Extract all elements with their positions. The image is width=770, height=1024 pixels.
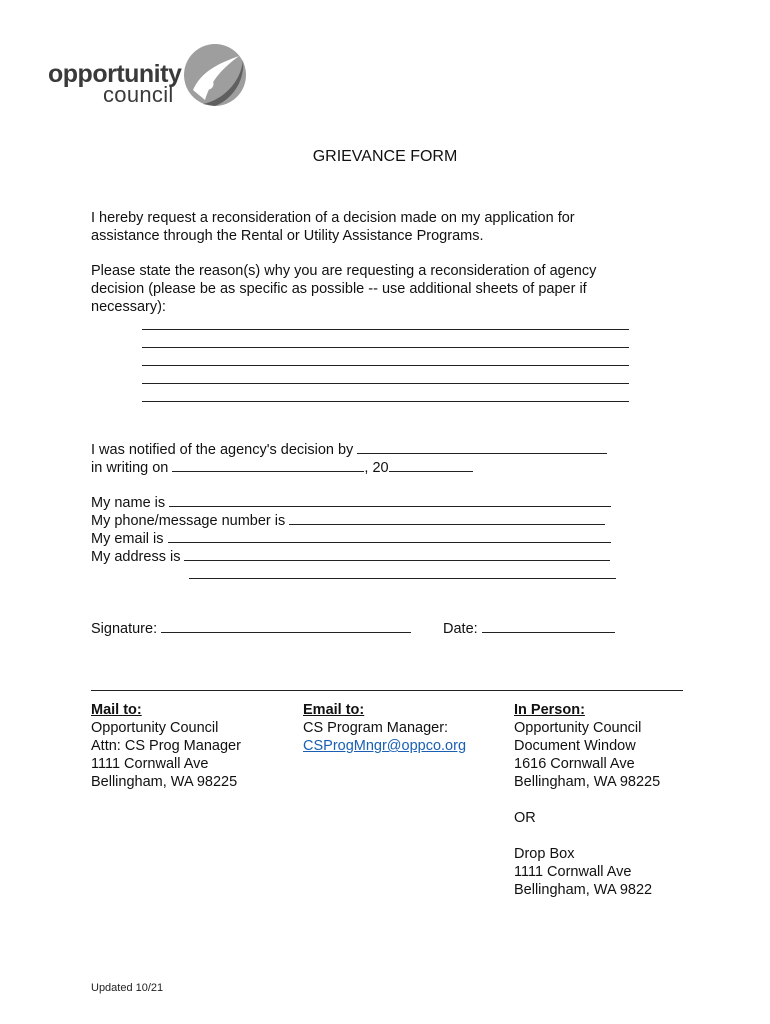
reason-line-1: Please state the reason(s) why you are requesting a reconsideration of agency [91,263,597,279]
address-label: My address is [91,549,181,565]
date-row [443,619,615,638]
year-prefix: , 20 [364,460,389,476]
reason-line-2: decision (please be as specific as possible -- use additional sheets of paper if [91,281,587,297]
writing-label: in writing on [91,460,169,476]
logo-mark-icon [183,42,247,108]
logo-text-line1: opportunity [48,60,182,88]
date-field[interactable] [482,619,615,633]
reason-blank-line-3[interactable] [142,365,629,366]
reason-blank-line-2[interactable] [142,347,629,348]
in-person-heading: In Person: [514,702,585,718]
intro-line-2: assistance through the Rental or Utility Assistance Programs. [91,228,484,244]
footer-updated-date: Updated 10/21 [91,982,164,994]
signature-row [91,619,411,638]
name-field[interactable] [169,493,611,507]
intro-paragraph [91,209,575,245]
mail-line-2: Attn: CS Prog Manager [91,738,241,754]
notified-row [91,440,607,459]
in-person-or: OR [514,810,536,826]
dropbox-line-1: Drop Box [514,846,575,862]
in-person-line-3: 1616 Cornwall Ave [514,756,635,772]
mail-line-4: Bellingham, WA 98225 [91,774,238,790]
mail-column [91,701,241,791]
phone-field[interactable] [289,511,605,525]
writing-row [91,458,473,477]
in-person-line-4: Bellingham, WA 98225 [514,774,661,790]
dropbox-line-2: 1111 Cornwall Ave [514,864,632,880]
email-heading: Email to: [303,702,365,718]
notified-by-field[interactable] [357,440,607,454]
signature-label: Signature: [91,621,158,637]
email-label: My email is [91,531,164,547]
address-row [91,547,610,566]
reason-blank-line-4[interactable] [142,383,629,384]
reason-line-3: necessary): [91,299,166,315]
form-title: GRIEVANCE FORM [312,148,458,165]
email-row [91,529,611,548]
writing-year-field[interactable] [389,458,473,472]
email-address-link[interactable]: CSProgMngr@oppco.org [303,738,467,754]
name-label: My name is [91,495,166,511]
address-field-line-2[interactable] [189,578,616,579]
reason-blank-line-5[interactable] [142,401,629,402]
phone-row [91,511,605,530]
signature-field[interactable] [161,619,411,633]
date-label: Date: [443,621,478,637]
dropbox-line-3: Bellingham, WA 9822 [514,882,653,898]
notified-label: I was notified of the agency's decision by [91,442,354,458]
reason-blank-line-1[interactable] [142,329,629,330]
writing-date-field[interactable] [172,458,364,472]
logo-text-line2: council [103,82,174,107]
phone-label: My phone/message number is [91,513,286,529]
mail-line-1: Opportunity Council [91,720,219,736]
email-line-1: CS Program Manager: [303,720,449,736]
mail-line-3: 1111 Cornwall Ave [91,756,209,772]
contact-divider [91,690,683,691]
mail-heading: Mail to: [91,702,142,718]
in-person-line-2: Document Window [514,738,636,754]
email-field[interactable] [168,529,611,543]
in-person-column [514,701,660,899]
email-column [303,701,466,755]
reason-paragraph [91,262,596,316]
intro-line-1: I hereby request a reconsideration of a decision made on my application for [91,210,575,226]
in-person-line-1: Opportunity Council [514,720,642,736]
name-row [91,493,611,512]
address-field[interactable] [184,547,610,561]
